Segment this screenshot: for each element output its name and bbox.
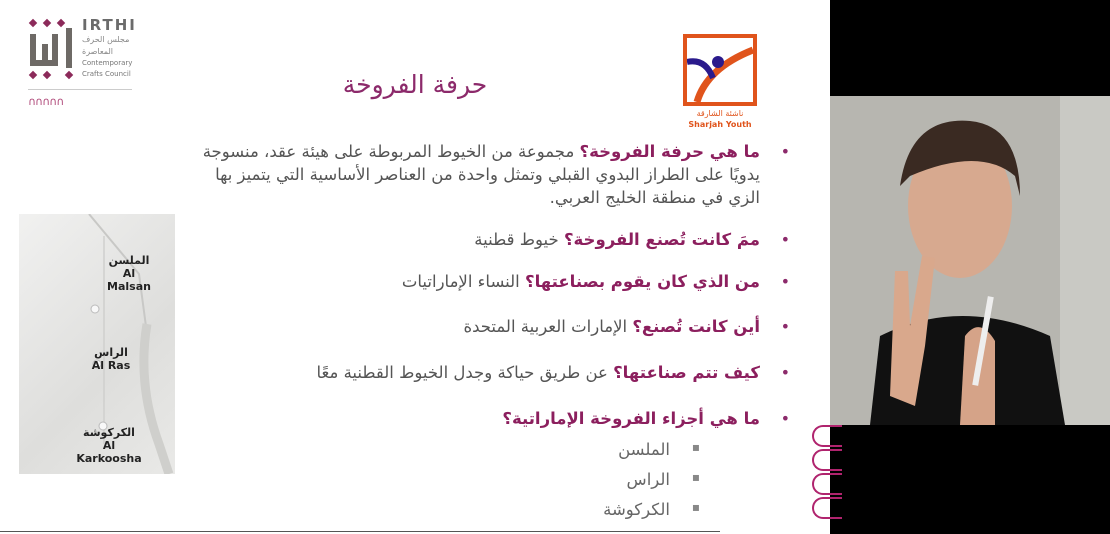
label-english: Al Karkoosha (76, 439, 142, 465)
question: أين كانت تُصنع؟ (632, 317, 760, 336)
divider (28, 89, 132, 90)
label-arabic: الراس (94, 346, 128, 359)
question: من الذي كان يقوم بصناعتها؟ (525, 272, 760, 291)
answer: عن طريق حياكة وجدل الخيوط القطنية معًا (316, 363, 614, 382)
sub-item: ▪ الراس (627, 470, 670, 489)
arches-decoration (812, 425, 842, 521)
answer: مجموعة من الخيوط المربوطة على هيئة عقد، منسوجة يدويًا على الطراز البدوي القبلي وتمثل واحدة من العناصر الأساسية التي يتميز بها الزي في منطقة الخليج العربي. (202, 142, 760, 207)
bullet-item (402, 270, 760, 293)
irthi-logo-mark (28, 18, 76, 82)
answer: خيوط قطنية (474, 230, 564, 249)
question: ما هي حرفة الفروخة؟ (579, 142, 760, 161)
photo-label (83, 346, 139, 372)
photo-label (99, 254, 159, 293)
photo-label (69, 426, 149, 465)
label-arabic: الكركوشة (83, 426, 135, 439)
irthi-english (82, 58, 132, 80)
sharjah-youth-logo (683, 34, 757, 130)
slide-title: حرفة الفروخة (342, 70, 488, 99)
irthi-arabic: مجلس الحرف المعاصرة (82, 35, 130, 56)
presenter-video (830, 96, 1110, 425)
question: كيف تتم صناعتها؟ (613, 363, 760, 382)
arches-decoration: ∩∩∩∩∩ (28, 95, 64, 108)
irthi-english-line1: Contemporary (82, 59, 133, 67)
sub-item: ▪ الملسن (618, 440, 670, 459)
answer: الإمارات العربية المتحدة (463, 317, 633, 336)
bullet-item (317, 361, 760, 384)
question: ممَ كانت تُصنع الفروخة؟ (563, 230, 760, 249)
sharjah-youth-arabic: ناشئة الشارقة (696, 109, 744, 118)
divider (0, 531, 720, 532)
bullet-item (502, 407, 760, 430)
kandura-photo (19, 214, 175, 474)
sharjah-youth-mark (683, 34, 757, 106)
answer: النساء الإماراتيات (401, 272, 526, 291)
question: ما هي أجزاء الفروخة الإماراتية؟ (502, 409, 760, 428)
bullet-item (200, 140, 760, 209)
irthi-logo (24, 14, 136, 108)
bullet-item (463, 315, 760, 338)
irthi-name: IRTHI (82, 16, 137, 34)
label-english: Al Malsan (107, 267, 151, 293)
sub-item: ▪ الكركوشة (603, 500, 670, 519)
bullet-item (474, 228, 760, 251)
label-english: Al Ras (91, 359, 131, 372)
label-arabic: الملسن (108, 254, 150, 267)
irthi-english-line2: Crafts Council (82, 70, 131, 78)
sharjah-youth-english: Sharjah Youth (688, 120, 752, 129)
